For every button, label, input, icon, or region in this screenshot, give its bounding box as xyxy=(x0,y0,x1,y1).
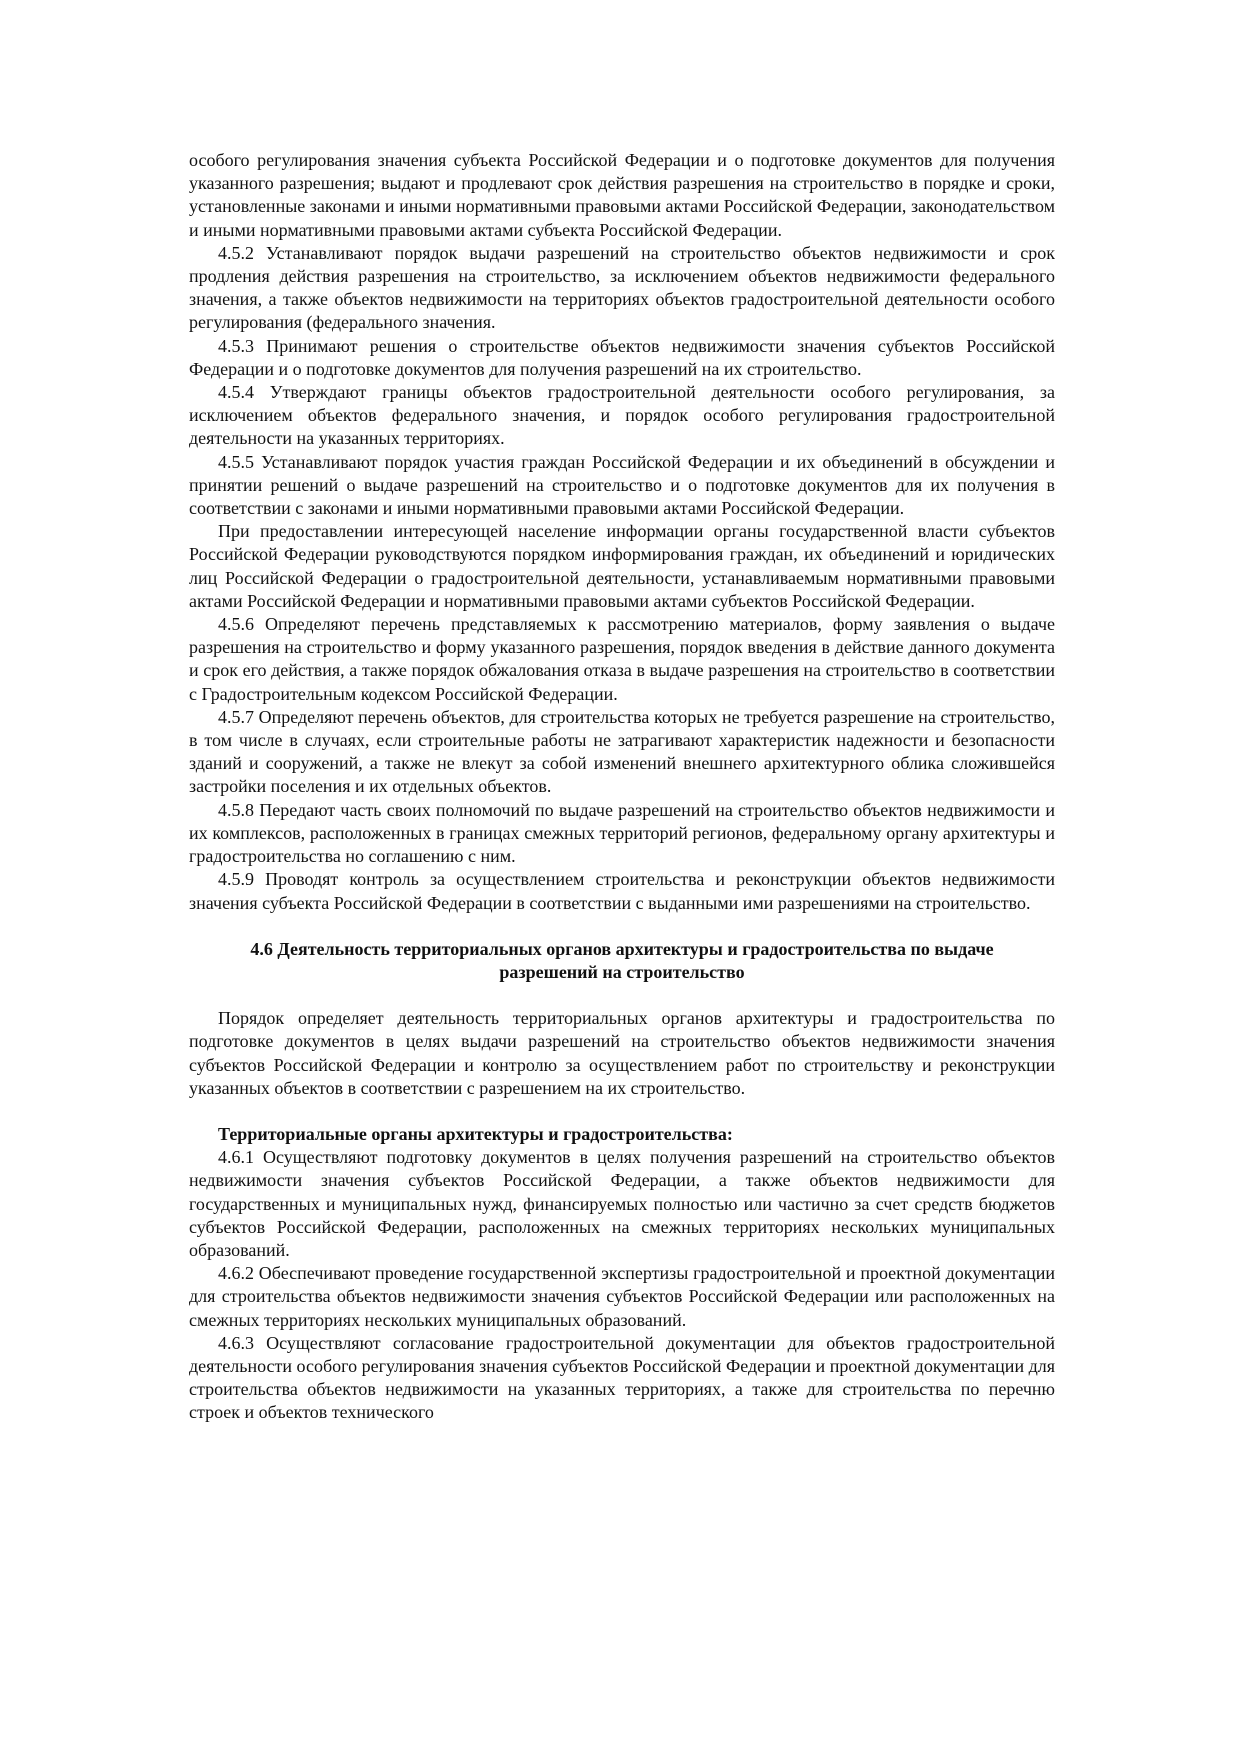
document-page xyxy=(189,149,1055,1425)
paragraph-information-order: При предоставлении интересующей население информации органы государственной власти субъектов Российской Федерации руководствуются порядком информирования граждан, их объединений и юридических лиц Российской Федерации о градостроительной деятельности, устанавливаемым нормативными правовыми актами Российской Федерации и нормативными правовыми актами субъектов Российской Федерации. xyxy=(189,521,1055,611)
spacer xyxy=(189,984,1055,1007)
paragraph-continuation: особого регулирования значения субъекта Российской Федерации и о подготовке документов для получения указанного разрешения; выдают и продлевают срок действия разрешения на строительство в порядке и сроки, установленные законами и иными нормативными правовыми актами Российской Федерации, законодательством и иными нормативными правовыми актами субъекта Российской Федерации. xyxy=(189,150,1055,240)
section-intro-paragraph: Порядок определяет деятельность территориальных органов архитектуры и градостроительства по подготовке документов в целях выдачи разрешений на строительство объектов недвижимости значения субъектов Российской Федерации и контролю за осуществлением работ по строительству и реконструкции указанных объектов в соответствии с разрешением на их строительство. xyxy=(189,1008,1055,1098)
paragraph-4-5-5: 4.5.5 Устанавливают порядок участия граждан Российской Федерации и их объединений в обсуждении и принятии решений о выдаче разрешений на строительство и о подготовке документов для их получения в соответствии с законами и иными нормативными правовыми актами Российской Федерации. xyxy=(189,451,1055,519)
paragraph-4-5-4: 4.5.4 Утверждают границы объектов градостроительной деятельности особого регулирования, за исключением объектов федерального значения, и порядок особого регулирования градостроительной деятельности на указанных территориях. xyxy=(189,382,1055,449)
paragraph-4-5-2: 4.5.2 Устанавливают порядок выдачи разрешений на строительство объектов недвижимости и срок продления действия разрешения на строительство, за исключением объектов недвижимости федерального значения, а также объектов недвижимости на территориях объектов градостроительной деятельности особого регулирования (федерального значения. xyxy=(189,242,1055,333)
paragraph-4-5-6: 4.5.6 Определяют перечень представляемых к рассмотрению материалов, форму заявления о выдаче разрешения на строительство и форму указанного разрешения, порядок введения в действие данного документа и срок его действия, а также порядок обжалования отказа в выдаче разрешения на строительство в соответствии с Градостроительным кодексом Российской Федерации. xyxy=(189,614,1055,704)
spacer xyxy=(189,1100,1055,1123)
territorial-bodies-intro: Территориальные органы архитектуры и градостроительства: xyxy=(218,1123,733,1144)
paragraph-4-6-1: 4.6.1 Осуществляют подготовку документов в целях получения разрешений на строительство объектов недвижимости значения субъектов Российской Федерации, а также объектов недвижимости для государственных и муниципальных нужд, финансируемых полностью или частично за счет средств бюджетов субъектов Российской Федерации, расположенных на смежных территориях нескольких муниципальных образований. xyxy=(189,1147,1055,1260)
spacer xyxy=(189,915,1055,938)
paragraph-4-5-3: 4.5.3 Принимают решения о строительстве объектов недвижимости значения субъектов Российской Федерации и о подготовке документов для получения разрешений на их строительство. xyxy=(189,335,1055,379)
paragraph-4-5-7: 4.5.7 Определяют перечень объектов, для строительства которых не требуется разрешение на строительство, в том числе в случаях, если строительные работы не затрагивают характеристик надежности и безопасности зданий и сооружений, а также не влекут за собой изменений внешнего архитектурного облика сложившейся застройки поселения и их отдельных объектов. xyxy=(189,706,1055,797)
paragraph-4-6-3: 4.6.3 Осуществляют согласование градостроительной документации для объектов градостроительной деятельности особого регулирования значения субъектов Российской Федерации и проектной документации для строительства объектов недвижимости на указанных территориях, а также для строительства по перечню строек и объектов технического xyxy=(189,1332,1055,1423)
paragraph-4-5-9: 4.5.9 Проводят контроль за осуществлением строительства и реконструкции объектов недвижимости значения субъекта Российской Федерации в соответствии с выданными ими разрешениями на строительство. xyxy=(189,869,1055,913)
section-heading-4-6: 4.6 Деятельность территориальных органов архитектуры и градостроительства по выдаче разрешений на строительство xyxy=(250,938,994,982)
paragraph-4-6-2: 4.6.2 Обеспечивают проведение государственной экспертизы градостроительной и проектной документации для строительства объектов недвижимости значения субъектов Российской Федерации или расположенных на смежных территориях нескольких муниципальных образований. xyxy=(189,1263,1055,1330)
paragraph-4-5-8: 4.5.8 Передают часть своих полномочий по выдаче разрешений на строительство объектов недвижимости и их комплексов, расположенных в границах смежных территорий регионов, федеральному органу архитектуры и градостроительства но соглашению с ним. xyxy=(189,799,1055,867)
